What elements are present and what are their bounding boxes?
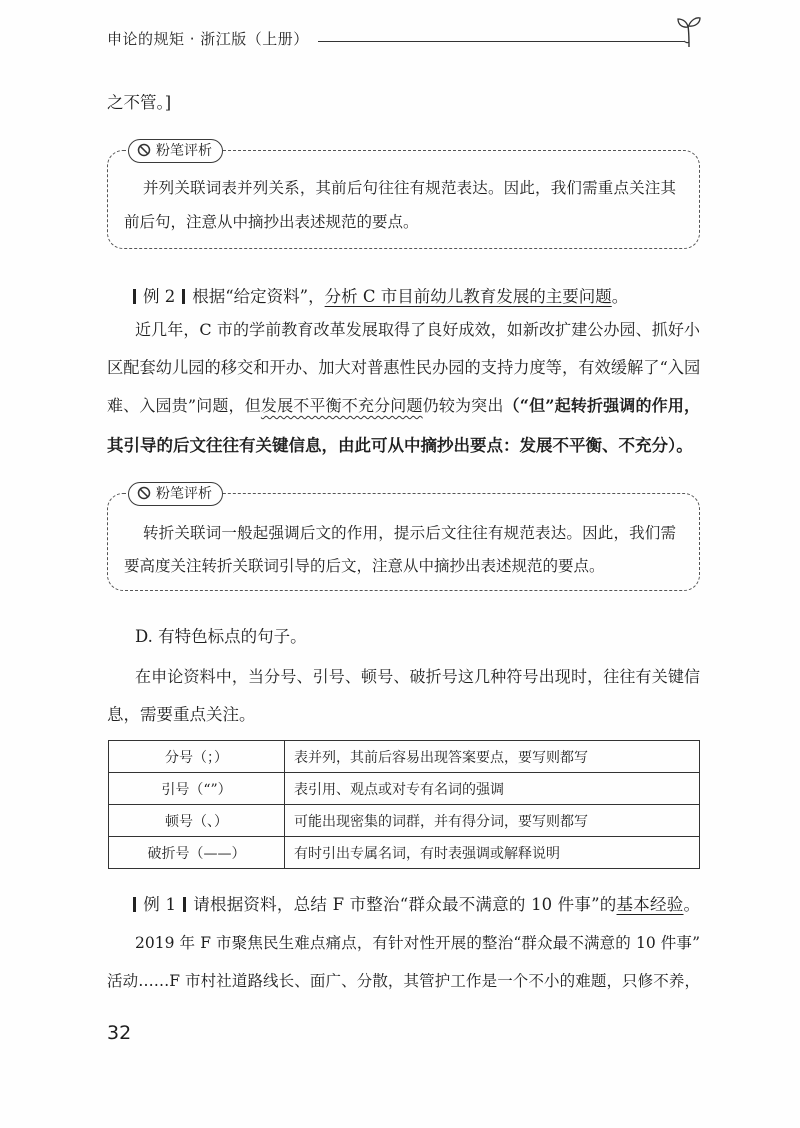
example-2-prompt-underlined: 分析 C 市目前幼儿教育发展的主要问题 [324,287,612,306]
example-1-line-1: 2019 年 F 市聚焦民生难点痛点，有针对性开展的整治“群众最不满意的 10 件事” [135,934,700,952]
header-rule [318,41,684,42]
analysis-2-line-1: 转折关联词一般起强调后文的作用，提示后文往往有规范表达。因此，我们需 [143,524,676,542]
para-wavy-emphasis: 发展不平衡不充分问题 [260,396,423,415]
example-1-prompt-start: 请根据资料，总结 F 市整治“群众最不满意的 10 件事”的 [192,895,617,914]
section-d-line-2: 息，需要重点关注。 [107,705,256,724]
analysis-tag-label: 粉笔评析 [156,143,212,159]
para-bold-note: （“但”起转折强调的作用， [503,396,700,415]
punctuation-table [108,740,700,869]
table-row [109,837,700,869]
page-number: 32 [107,1022,132,1044]
example-1-label: 例 1 [143,895,176,914]
analysis-tag-label: 粉笔评析 [156,486,212,502]
punctuation-usage-cell: 有时引出专属名词，有时表强调或解释说明 [285,837,700,869]
example-2-para-line-1: 近几年，C 市的学前教育改革发展取得了良好成效，如新改扩建公办园、抓好小 [135,320,700,339]
example-1-line-2: 活动……F 市村社道路线长、面广、分散，其管护工作是一个不小的难题，只修不养， [107,972,700,990]
example-2-heading [133,285,628,309]
example-1-prompt-underlined: 基本经验 [616,895,684,914]
heading-bar [183,897,186,912]
running-header-title: 申论的规矩 · 浙江版（上册） [107,30,309,48]
analysis-tag-2 [128,482,223,506]
punctuation-mark-cell: 引号（“”） [109,773,285,805]
para-text: 仍较为突出 [422,396,504,415]
example-1-heading [133,893,700,917]
punctuation-mark-cell: 顿号（、） [109,805,285,837]
example-2-prompt-end: 。 [611,287,629,306]
punctuation-mark-cell: 分号（；） [109,741,285,773]
section-d-line-1: 在申论资料中，当分号、引号、顿号、破折号这几种符号出现时，往往有关键信 [135,667,700,686]
heading-bar [133,897,136,912]
analysis-tag-1 [128,139,223,163]
forbidden-circle-icon [137,486,151,500]
analysis-1-line-2: 前后句，注意从中摘抄出表述规范的要点。 [124,213,419,231]
example-2-para-line-3 [107,394,700,418]
section-d-heading: D. 有特色标点的句子。 [135,627,307,646]
example-1-prompt-end: 。 [683,895,700,914]
example-2-prompt-start: 根据“给定资料”， [192,287,325,306]
example-2-para-line-2: 区配套幼儿园的移交和开办、加大对普惠性民办园的支持力度等，有效缓解了“入园 [107,358,701,377]
example-2-label: 例 2 [143,287,176,306]
punctuation-usage-cell: 可能出现密集的词群，并有得分词，要写则都写 [285,805,700,837]
sprout-icon [676,14,702,48]
heading-bar [133,289,136,304]
heading-bar [182,289,185,304]
punctuation-mark-cell: 破折号（——） [109,837,285,869]
punctuation-usage-cell: 表并列，其前后容易出现答案要点，要写则都写 [285,741,700,773]
analysis-1-line-1: 并列关联词表并列关系，其前后句往往有规范表达。因此，我们需重点关注其 [143,179,676,197]
table-row [109,773,700,805]
continuation-text: 之不管。] [107,93,172,112]
analysis-2-line-2: 要高度关注转折关联词引导的后文，注意从中摘抄出表述规范的要点。 [124,557,605,575]
example-2-para-line-4: 其引导的后文往往有关键信息，由此可从中摘抄出要点：发展不平衡、不充分）。 [107,436,693,455]
table-row [109,805,700,837]
para-text: 难、入园贵”问题，但 [107,396,261,415]
table-row [109,741,700,773]
forbidden-circle-icon [137,143,151,157]
punctuation-usage-cell: 表引用、观点或对专有名词的强调 [285,773,700,805]
